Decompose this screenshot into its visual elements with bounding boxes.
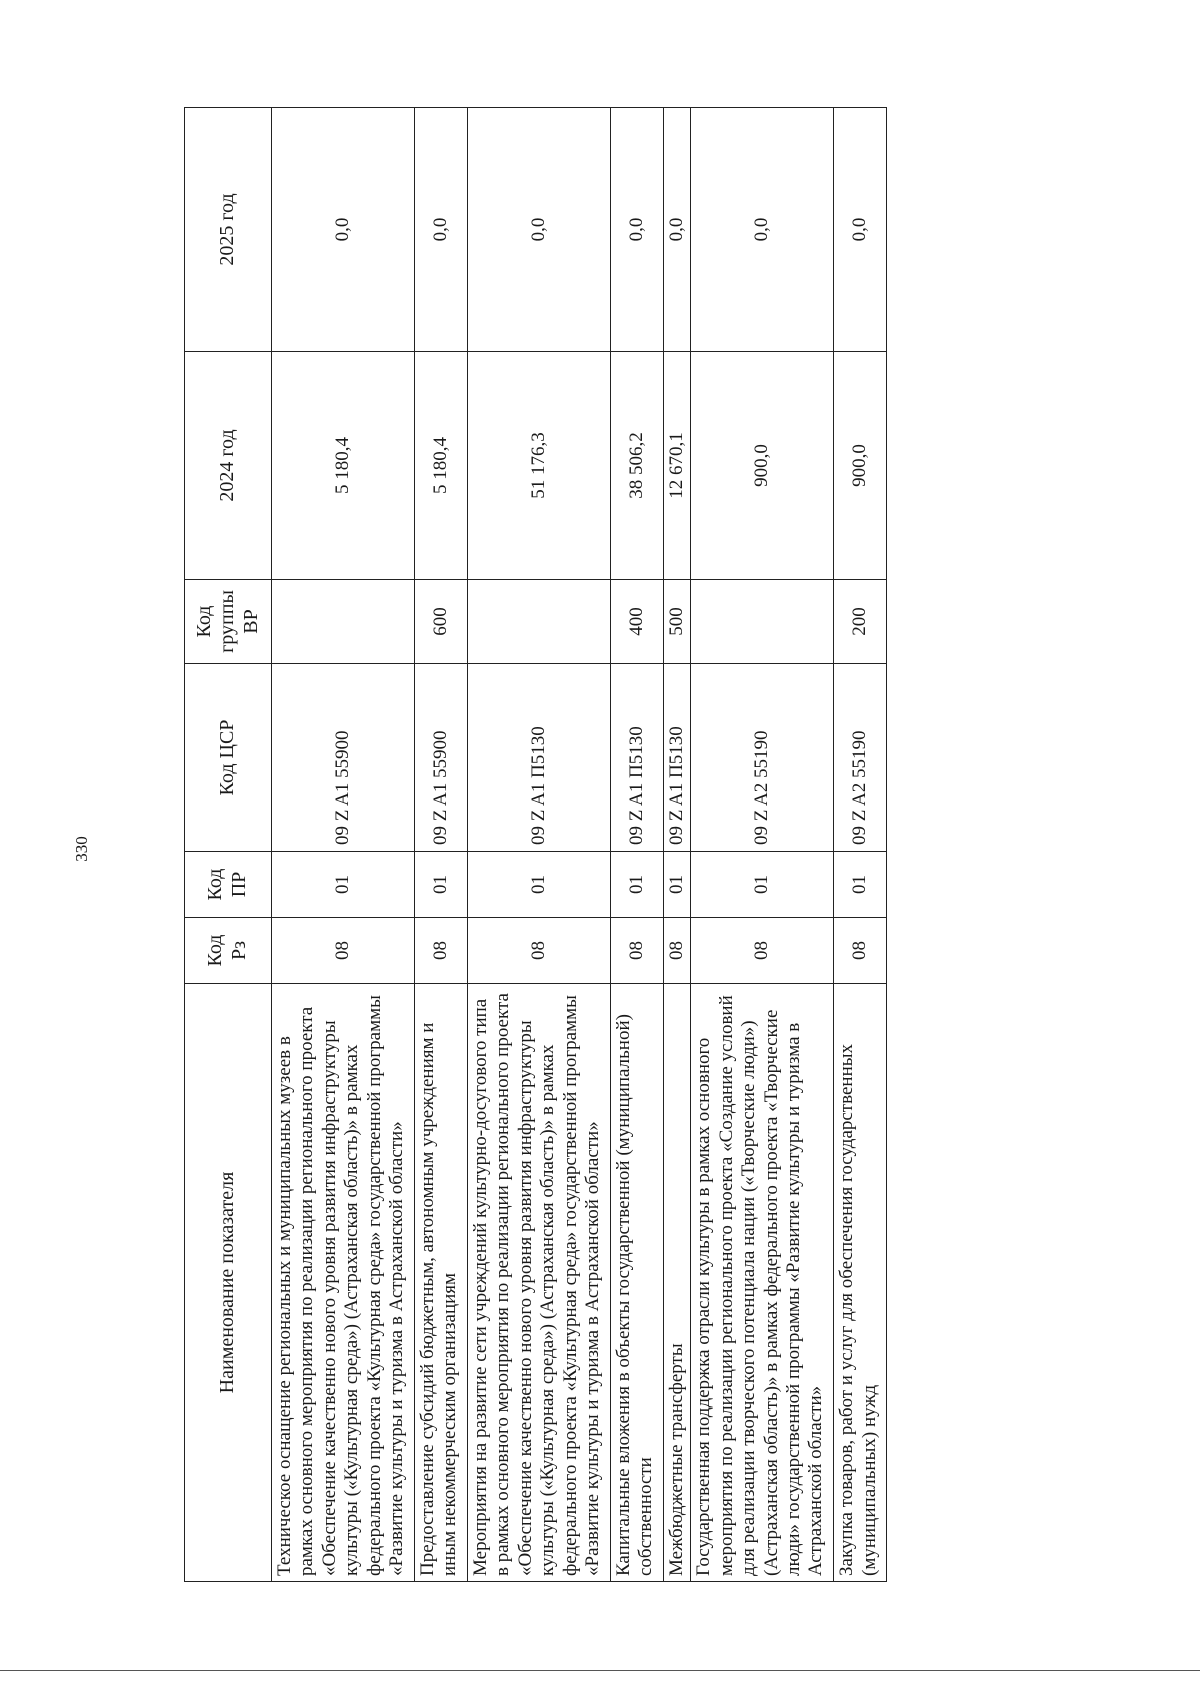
row-name: Государственная поддержка отрасли культуры в рамках основного мероприятия по реализации регионального проекта «Создание условий для реализации творческого потенциала нации («Творческие люди») (Астраханская область)» в рамках федерального проекта «Творческие люди» государственной программы «Развитие культуры и туризма в Астраханской области» <box>691 984 834 1582</box>
row-vr <box>691 580 834 664</box>
row-name: Капитальные вложения в объекты государственной (муниципальной) собственности <box>611 984 664 1582</box>
row-csr: 09 Z A1 П5130 <box>611 664 664 852</box>
header-vr: Код группы ВР <box>185 580 272 664</box>
budget-table <box>184 107 887 1582</box>
table-row <box>664 108 691 1582</box>
row-csr: 09 Z A1 55900 <box>415 664 468 852</box>
row-vr <box>272 580 415 664</box>
row-2024: 900,0 <box>834 352 887 580</box>
row-csr: 09 Z A1 П5130 <box>468 664 611 852</box>
row-vr: 200 <box>834 580 887 664</box>
header-2024: 2024 год <box>185 352 272 580</box>
row-pr: 01 <box>664 852 691 918</box>
header-2025: 2025 год <box>185 108 272 352</box>
row-name: Мероприятия на развитие сети учреждений культурно-досугового типа в рамках основного мероприятия по реализации регионального проекта «Обеспечение качественно нового уровня развития инфраструктуры культуры («Культурная среда») (Астраханская область)» в рамках федерального проекта «Культурная среда» государственной программы «Развитие культуры и туризма в Астраханской области» <box>468 984 611 1582</box>
row-pr: 01 <box>272 852 415 918</box>
row-2025: 0,0 <box>691 108 834 352</box>
row-2025: 0,0 <box>834 108 887 352</box>
table-row <box>415 108 468 1582</box>
row-2024: 12 670,1 <box>664 352 691 580</box>
row-rz: 08 <box>272 918 415 984</box>
row-csr: 09 Z A2 55190 <box>834 664 887 852</box>
row-rz: 08 <box>691 918 834 984</box>
row-name: Закупка товаров, работ и услуг для обеспечения государственных (муниципальных) нужд <box>834 984 887 1582</box>
row-2025: 0,0 <box>415 108 468 352</box>
row-2025: 0,0 <box>611 108 664 352</box>
scan-bottom-edge <box>0 1670 1200 1671</box>
row-pr: 01 <box>691 852 834 918</box>
row-vr <box>468 580 611 664</box>
row-rz: 08 <box>664 918 691 984</box>
row-name: Межбюджетные трансферты <box>664 984 691 1582</box>
header-csr: Код ЦСР <box>185 664 272 852</box>
row-2024: 38 506,2 <box>611 352 664 580</box>
row-rz: 08 <box>611 918 664 984</box>
row-2025: 0,0 <box>468 108 611 352</box>
row-2025: 0,0 <box>664 108 691 352</box>
row-csr: 09 Z A2 55190 <box>691 664 834 852</box>
row-pr: 01 <box>611 852 664 918</box>
row-pr: 01 <box>834 852 887 918</box>
row-rz: 08 <box>834 918 887 984</box>
table-row <box>834 108 887 1582</box>
row-2024: 900,0 <box>691 352 834 580</box>
row-csr: 09 Z A1 П5130 <box>664 664 691 852</box>
table-row <box>611 108 664 1582</box>
header-name: Наименование показателя <box>185 984 272 1582</box>
row-csr: 09 Z A1 55900 <box>272 664 415 852</box>
header-rz: Код Рз <box>185 918 272 984</box>
budget-table-rotated <box>184 108 887 1582</box>
row-pr: 01 <box>468 852 611 918</box>
table-row <box>272 108 415 1582</box>
row-rz: 08 <box>415 918 468 984</box>
row-2024: 5 180,4 <box>272 352 415 580</box>
row-2025: 0,0 <box>272 108 415 352</box>
row-name: Предоставление субсидий бюджетным, автономным учреждениям и иным некоммерческим организациям <box>415 984 468 1582</box>
table-row <box>468 108 611 1582</box>
table-row <box>691 108 834 1582</box>
row-2024: 5 180,4 <box>415 352 468 580</box>
page-number: 330 <box>72 836 91 862</box>
header-pr: Код ПР <box>185 852 272 918</box>
table-header-row <box>185 108 272 1582</box>
row-vr: 400 <box>611 580 664 664</box>
row-vr: 500 <box>664 580 691 664</box>
row-rz: 08 <box>468 918 611 984</box>
row-vr: 600 <box>415 580 468 664</box>
row-name: Техническое оснащение региональных и муниципальных музеев в рамках основного мероприятия по реализации регионального проекта «Обеспечение качественно нового уровня развития инфраструктуры культуры («Культурная среда») (Астраханская область)» в рамках федерального проекта «Культурная среда» государственной программы «Развитие культуры и туризма в Астраханской области» <box>272 984 415 1582</box>
row-2024: 51 176,3 <box>468 352 611 580</box>
row-pr: 01 <box>415 852 468 918</box>
